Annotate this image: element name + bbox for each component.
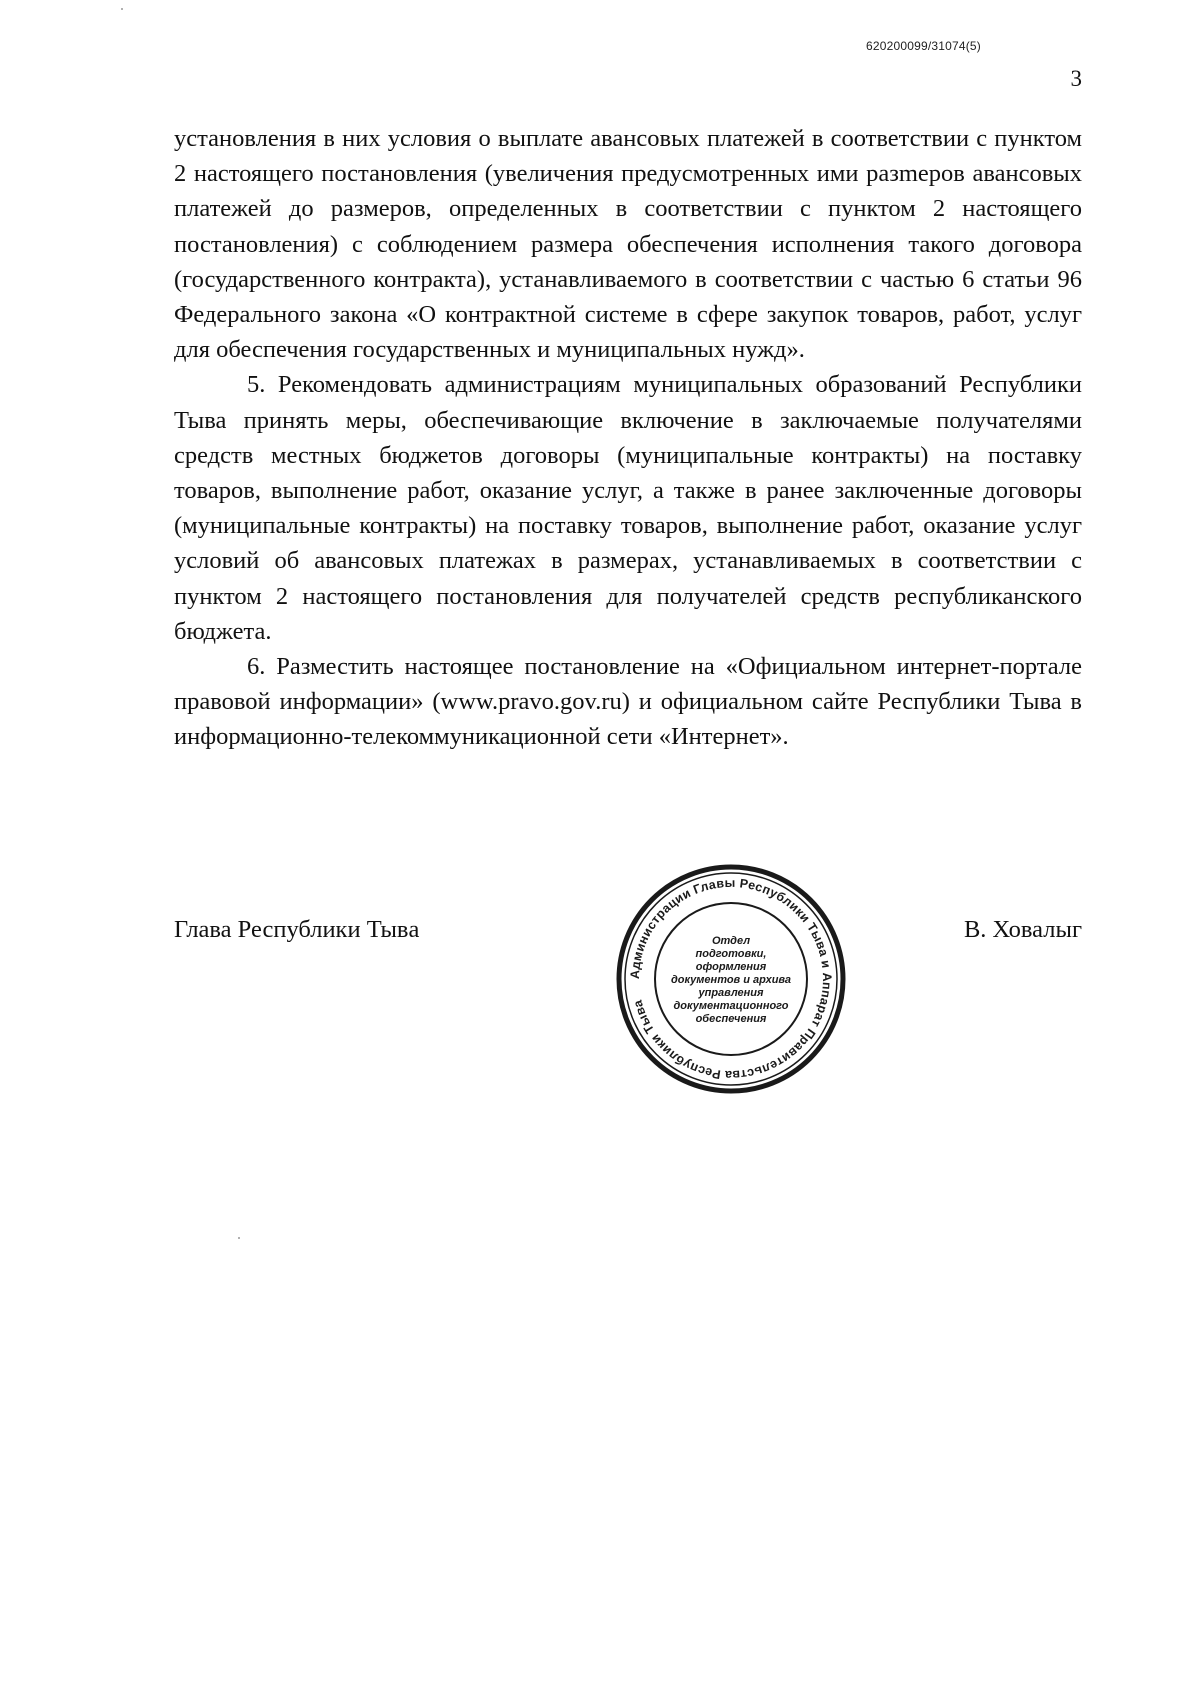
seal-ring-text: Администрации Главы Республики Тыва и Аппарат Правительства Республики Тыва bbox=[627, 875, 835, 1083]
signatory-name: В. Ховалыг bbox=[963, 916, 1082, 943]
seal-center-line: документационного bbox=[673, 1000, 789, 1012]
paragraph-continuation: установления в них условия о выплате авансовых платежей в соответствии с пунктом 2 настоящего постановления (увеличения предусмотренных ими разmеров авансовых платежей до размеров, определенных в соответствии с пунктом 2 настоящего постановления) с соблюдением размера обеспечения исполнения такого договора (государственного контракта), устанавливаемого в соответствии с частью 6 статьи 96 Федерального закона «О контрактной системе в сфере закупок товаров, работ, услуг для обеспечения государственных и муниципальных нужд». bbox=[174, 125, 1082, 364]
signatory-title: Глава Республики Тывa bbox=[174, 916, 420, 943]
scan-speck bbox=[238, 1237, 240, 1239]
seal-center-line: Отдел bbox=[711, 935, 751, 947]
seal-center-line: управления bbox=[698, 987, 764, 999]
document-body bbox=[174, 121, 1082, 755]
seal-center-line: документов и архива bbox=[670, 974, 792, 986]
seal-center-line: подготовки, bbox=[695, 948, 767, 960]
paragraph-item-6: 6. Разместить настоящее постановление на «Официальном интернет-портале правовой информации» (www.pravo.gov.ru) и официальном сайте Республики Тыва в информационно-телекоммуникационной сети «Интернет». bbox=[174, 653, 1082, 751]
seal-graphic bbox=[612, 860, 850, 1098]
seal-center-line: оформления bbox=[695, 961, 767, 973]
official-seal bbox=[612, 860, 850, 1098]
page-number: 3 bbox=[1070, 66, 1082, 91]
scan-speck bbox=[121, 8, 123, 10]
document-id: 620200099/31074(5) bbox=[865, 39, 981, 53]
seal-center-line: обеспечения bbox=[695, 1013, 767, 1025]
paragraph-item-5: 5. Рекомендовать администрациям муниципальных образований Республики Тыва принять меры, обеспечивающие включение в заключаемые получателями средств местных бюджетов договоры (муниципальные контракты) на поставку товаров, выполнение работ, оказание услуг, а также в ранее заключенные договоры (муниципальные контракты) на поставку товаров, выполнение работ, оказание услуг условий об авансовых платежах в размерах, устанавливаемых в соответствии с пунктом 2 настоящего постановления для получателей средств республиканского бюджета. bbox=[174, 371, 1082, 645]
